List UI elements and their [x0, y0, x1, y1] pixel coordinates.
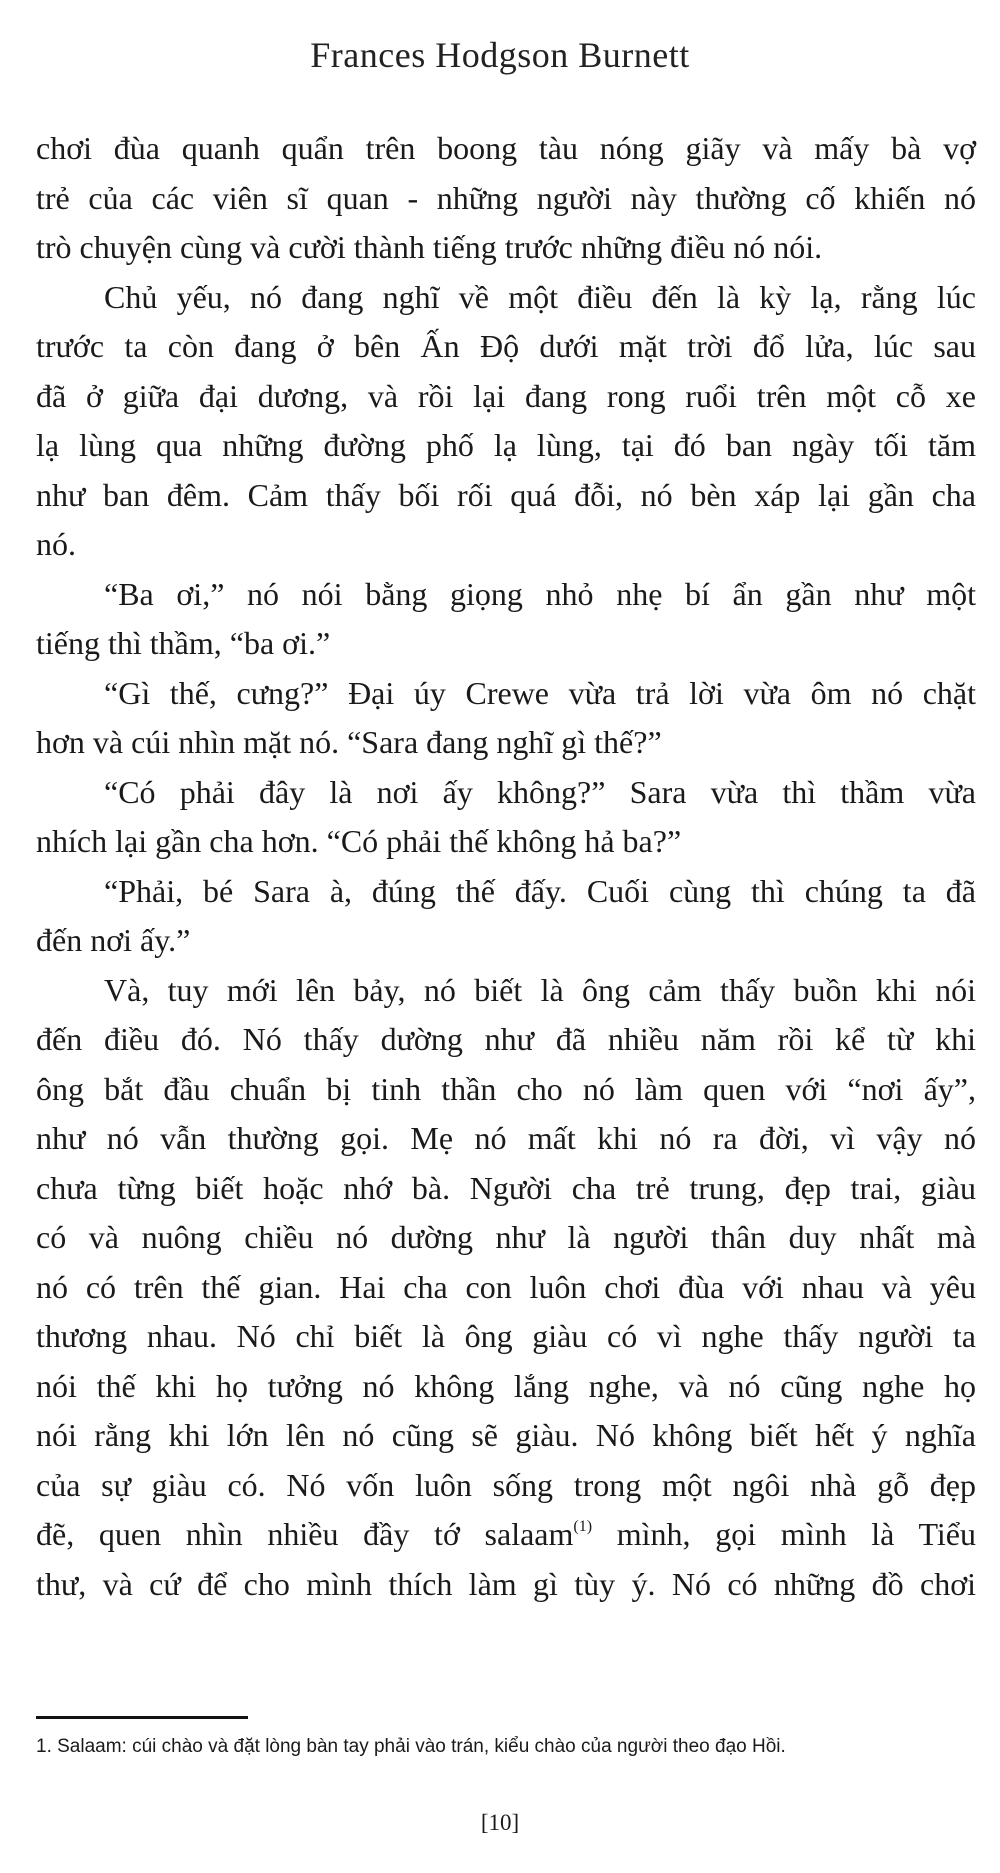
text-line: đến nơi ấy.”: [36, 922, 191, 958]
text-line: Và, tuy mới lên bảy, nó biết là ông cảm thấy buồn khi nói: [104, 971, 976, 1008]
text-line: như nó vẫn thường gọi. Mẹ nó mất khi nó ra đời, vì vậy nó: [36, 1120, 976, 1156]
text-segment: mình, gọi mình là Tiểu: [592, 1516, 977, 1552]
page-number: [10]: [480, 1810, 520, 1835]
text-line: nó có trên thế gian. Hai cha con luôn chơi đùa với nhau và yêu: [36, 1268, 976, 1305]
text-line: ông bắt đầu chuẩn bị tinh thần cho nó làm quen với “nơi ấy”,: [36, 1070, 976, 1107]
text-line: lạ lùng qua những đường phố lạ lùng, tại đó ban ngày tối tăm: [36, 427, 976, 463]
footnote-reference[interactable]: (1): [573, 1518, 593, 1535]
text-segment: đẽ, quen nhìn nhiều đầy tớ salaam: [36, 1516, 574, 1552]
text-line: trẻ của các viên sĩ quan - những người này thường cố khiến nó: [36, 179, 976, 216]
body-text: [36, 124, 976, 1609]
text-line: như ban đêm. Cảm thấy bối rối quá đỗi, nó bèn xáp lại gần cha: [36, 476, 976, 513]
text-line: tiếng thì thầm, “ba ơi.”: [36, 625, 331, 661]
text-line: trước ta còn đang ở bên Ấn Độ dưới mặt trời đổ lửa, lúc sau: [36, 328, 976, 364]
text-line: thư, và cứ để cho mình thích làm gì tùy ý. Nó có những đồ chơi: [36, 1565, 976, 1602]
text-line: nói rằng khi lớn lên nó cũng sẽ giàu. Nó không biết hết ý nghĩa: [36, 1417, 976, 1453]
text-line: chưa từng biết hoặc nhớ bà. Người cha trẻ trung, đẹp trai, giàu: [36, 1169, 976, 1206]
text-line: “Ba ơi,” nó nói bằng giọng nhỏ nhẹ bí ẩn gần như một: [104, 575, 976, 612]
text-line: Chủ yếu, nó đang nghĩ về một điều đến là kỳ lạ, rằng lúc: [104, 278, 976, 315]
text-line: nhích lại gần cha hơn. “Có phải thế không hả ba?”: [36, 823, 682, 859]
text-line: chơi đùa quanh quẩn trên boong tàu nóng giãy và mấy bà vợ: [36, 130, 976, 166]
text-line: đã ở giữa đại dương, và rồi lại đang rong ruổi trên một cỗ xe: [36, 377, 976, 414]
text-line: nói thế khi họ tưởng nó không lắng nghe, và nó cũng nghe họ: [36, 1367, 976, 1404]
text-line: hơn và cúi nhìn mặt nó. “Sara đang nghĩ gì thế?”: [36, 724, 662, 760]
text-line: đến điều đó. Nó thấy dường như đã nhiều năm rồi kể từ khi: [36, 1021, 976, 1057]
footnote-divider: [36, 1716, 248, 1719]
running-header: Frances Hodgson Burnett: [310, 35, 690, 75]
text-line: có và nuông chiều nó dường như là người thân duy nhất mà: [36, 1219, 976, 1255]
text-line: trò chuyện cùng và cười thành tiếng trước những điều nó nói.: [36, 229, 823, 265]
text-line: [36, 1510, 976, 1560]
text-line: thương nhau. Nó chỉ biết là ông giàu có vì nghe thấy người ta: [36, 1318, 976, 1354]
text-line: nó.: [36, 526, 76, 562]
text-line: của sự giàu có. Nó vốn luôn sống trong một ngôi nhà gỗ đẹp: [36, 1466, 976, 1503]
text-line: “Phải, bé Sara à, đúng thế đấy. Cuối cùng thì chúng ta đã: [104, 872, 976, 909]
text-line: “Gì thế, cưng?” Đại úy Crewe vừa trả lời vừa ôm nó chặt: [104, 674, 976, 711]
footnote: 1. Salaam: cúi chào và đặt lòng bàn tay phải vào trán, kiểu chào của người theo đạo Hồi.: [36, 1736, 786, 1757]
text-line: “Có phải đây là nơi ấy không?” Sara vừa thì thầm vừa: [104, 773, 976, 810]
